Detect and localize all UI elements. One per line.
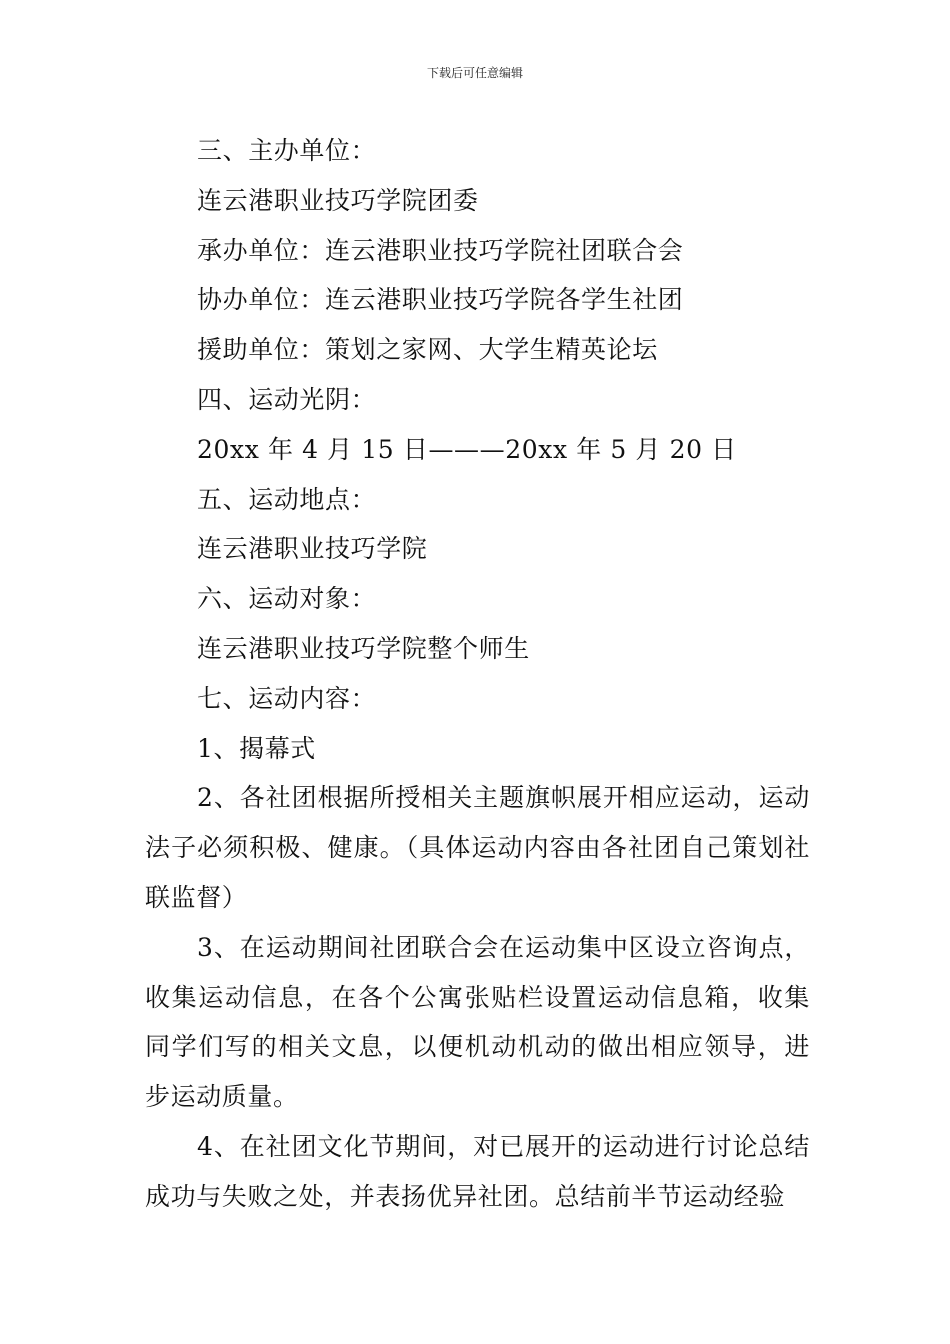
section-heading-time: 四、运动光阴： — [197, 384, 377, 414]
section-heading-content: 七、运动内容： — [197, 683, 377, 713]
content-item-1: 1、揭幕式 — [197, 733, 316, 763]
document-body — [145, 126, 810, 1222]
time-value: 20xx 年 4 月 15 日———20xx 年 5 月 20 日 — [197, 434, 737, 464]
location-value: 连云港职业技巧学院 — [197, 534, 428, 564]
page-header-note: 下载后可任意编辑 — [426, 66, 523, 80]
supporter-line: 援助单位：策划之家网、大学生精英论坛 — [197, 335, 658, 365]
section-heading-organizer: 三、主办单位： — [197, 136, 377, 165]
organizer-value: 连云港职业技巧学院团委 — [197, 185, 479, 215]
undertaker-line: 承办单位：连云港职业技巧学院社团联合会 — [197, 235, 684, 265]
audience-value: 连云港职业技巧学院整个师生 — [197, 633, 530, 663]
section-heading-audience: 六、运动对象： — [197, 584, 377, 614]
section-heading-location: 五、运动地点： — [197, 484, 377, 514]
content-item-2: 2、各社团根据所授相关主题旗帜展开相应运动，运动法子必须积极、健康。（具体运动内容由各社团自己策划社联监督） — [145, 783, 810, 912]
co-organizer-line: 协办单位：连云港职业技巧学院各学生社团 — [197, 285, 684, 315]
content-item-3: 3、在运动期间社团联合会在运动集中区设立咨询点，收集运动信息，在各个公寓张贴栏设置运动信息箱，收集同学们写的相关文息，以便机动机动的做出相应领导，进步运动质量。 — [145, 932, 810, 1112]
content-item-4: 4、在社团文化节期间，对已展开的运动进行讨论总结成功与失败之处，并表扬优异社团。总结前半节运动经验 — [145, 1131, 810, 1211]
